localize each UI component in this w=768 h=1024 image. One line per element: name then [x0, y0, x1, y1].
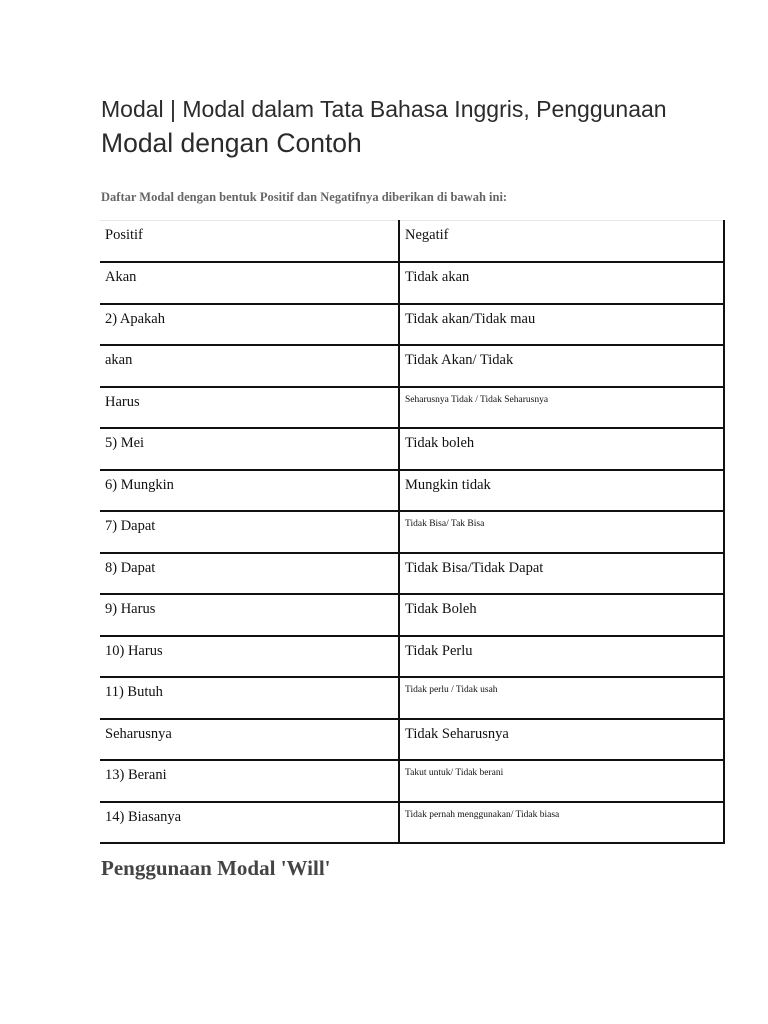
table-row — [100, 428, 724, 470]
table-row — [100, 262, 724, 304]
cell-positive: 13) Berani — [100, 760, 399, 802]
table-header-row — [100, 221, 724, 263]
cell-positive: akan — [100, 345, 399, 387]
cell-positive: 6) Mungkin — [100, 470, 399, 512]
cell-negative: Tidak pernah menggunakan/ Tidak biasa — [399, 802, 724, 844]
cell-negative: Takut untuk/ Tidak berani — [399, 760, 724, 802]
cell-positive: 10) Harus — [100, 636, 399, 678]
page-title — [101, 93, 721, 161]
cell-positive: Harus — [100, 387, 399, 429]
page-title-line-2: Modal dengan Contoh — [101, 128, 362, 158]
modal-table-body — [100, 221, 724, 844]
table-row — [100, 802, 724, 844]
cell-negative: Tidak boleh — [399, 428, 724, 470]
section-heading: Penggunaan Modal 'Will' — [101, 856, 331, 880]
cell-negative: Tidak Bisa/ Tak Bisa — [399, 511, 724, 553]
cell-positive: 9) Harus — [100, 594, 399, 636]
cell-negative: Tidak akan/Tidak mau — [399, 304, 724, 346]
cell-negative: Tidak Seharusnya — [399, 719, 724, 761]
cell-positive: 14) Biasanya — [100, 802, 399, 844]
table-row — [100, 594, 724, 636]
cell-positive: 7) Dapat — [100, 511, 399, 553]
table-row — [100, 760, 724, 802]
cell-negative: Tidak Bisa/Tidak Dapat — [399, 553, 724, 595]
cell-positive: Seharusnya — [100, 719, 399, 761]
table-row — [100, 553, 724, 595]
page-title-line-1: Modal | Modal dalam Tata Bahasa Inggris, Penggunaan — [101, 96, 667, 122]
cell-negative: Mungkin tidak — [399, 470, 724, 512]
cell-positive: 5) Mei — [100, 428, 399, 470]
modal-table — [100, 220, 725, 844]
table-row — [100, 470, 724, 512]
table-row — [100, 677, 724, 719]
intro-text: Daftar Modal dengan bentuk Positif dan Negatifnya diberikan di bawah ini: — [101, 190, 508, 204]
header-cell-positive: Positif — [100, 221, 399, 263]
cell-positive: 2) Apakah — [100, 304, 399, 346]
cell-positive: 11) Butuh — [100, 677, 399, 719]
cell-positive: Akan — [100, 262, 399, 304]
cell-negative: Tidak akan — [399, 262, 724, 304]
cell-negative: Tidak Akan/ Tidak — [399, 345, 724, 387]
table-row — [100, 719, 724, 761]
cell-negative: Tidak perlu / Tidak usah — [399, 677, 724, 719]
table-row — [100, 387, 724, 429]
cell-positive: 8) Dapat — [100, 553, 399, 595]
cell-negative: Tidak Boleh — [399, 594, 724, 636]
table-row — [100, 345, 724, 387]
header-cell-negative: Negatif — [399, 221, 724, 263]
cell-negative: Seharusnya Tidak / Tidak Seharusnya — [399, 387, 724, 429]
cell-negative: Tidak Perlu — [399, 636, 724, 678]
table-row — [100, 511, 724, 553]
table-row — [100, 304, 724, 346]
table-row — [100, 636, 724, 678]
